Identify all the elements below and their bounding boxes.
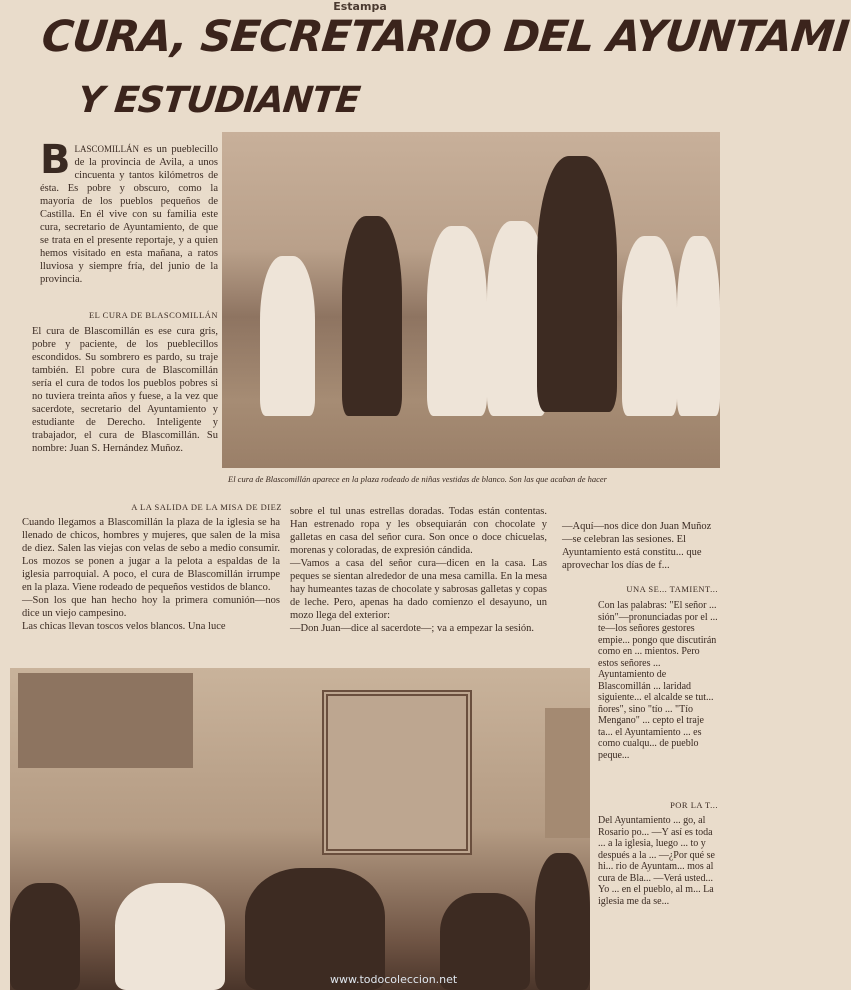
column-1	[22, 516, 280, 633]
paragraph: —Don Juan—dice al sacerdote—; va a empezar la sesión.	[290, 623, 535, 634]
section-heading: UNA SE... TAMIENT...	[626, 584, 718, 594]
man-figure	[535, 853, 590, 990]
section4-text: Del Ayuntamiento ... go, al Rosario po... —Y así es toda ... a la iglesia, luego ... to y después a la ... —¿Por qué se hi... rio de Ayuntam... mos al cura de Bla... —Verá usted... Yo ... en el pueblo, al m... La iglesia me da se...	[598, 815, 715, 907]
paragraph: —Son los que han hecho hoy la primera comunión—nos dice un viejo campesino.	[22, 595, 280, 619]
child-figure	[260, 256, 315, 416]
paragraph: Cuando llegamos a Blascomillán la plaza de la iglesia se ha llenado de chicos, hombres y mujeres, que salen de la misa de diez. Salen las viejas con velas de sebo a medio consumir. Los mozos se ponen a jugar a la pelota a espaldas de la iglesia parroquial. A poco, el cura de Blascomillán irrumpe en la plaza. Viene rodeado de pequeños vestidos de blanco.	[22, 517, 280, 593]
girl-figure	[677, 236, 720, 416]
intro-text: es un pueblecillo de la provincia de Avila, a unos cincuenta y tantos kilómetros de ésta. Es pobre y obscuro, como la mayoría de los pueblos pequeños de Castilla. En él vive con su familia este cura, secretario de Ayuntamiento, de que se trata en el presente reportaje, y a quien hemos visitado en esta mañana, a ratos lluviosa y siempre fría, del junio de la provincia.	[40, 144, 218, 285]
boy-figure	[342, 216, 402, 416]
headline-line-1: CURA, SECRETARIO DEL AYUNTAMI	[39, 12, 851, 62]
man-figure	[10, 883, 80, 990]
woman-figure	[115, 883, 225, 990]
column-2	[290, 505, 547, 635]
section-heading: EL CURA DE BLASCOMILLÁN	[88, 310, 218, 320]
paragraph: Las chicas llevan toscos velos blancos. Una luce	[22, 621, 226, 632]
section1-text: El cura de Blascomillán es ese cura gris, pobre y paciente, de los pueblecillos escondidos. Su sombrero es pardo, su traje también. El pobre cura de Blascomillán sería el cura de todos los pueblos pobres si no tuviera treinta años y fuese, a la vez que sacerdote, secretario del Ayuntamiento y estudiante de Derecho. Inteligente y trabajador, el cura de Blascomillán. Su nombre: Juan S. Hernández Muñoz.	[32, 326, 218, 454]
photo-priest-with-children	[222, 132, 720, 468]
masthead: Estampa	[333, 0, 387, 13]
drop-cap: B	[40, 137, 71, 183]
photo-caption: El cura de Blascomillán aparece en la plaza rodeado de niñas vestidas de blanco. Son las que acaban de hacer	[228, 474, 607, 484]
poster	[545, 708, 590, 838]
section3-text: Con las palabras: "El señor ... sión"—pronunciadas por el ... te—los señores gestores empie... pongo que discutirán como en ... mientos. Pero estos señores ... Ayuntamiento de Blascomillán ... laridad siguiente... el alcalde se tut... ñores", sino "tío ... "Tío Mengano" ... cepto el traje ta... el Ayuntamiento ... es como cualqu... de pueblo peque...	[598, 600, 718, 761]
shelf	[18, 673, 193, 768]
framed-portrait	[322, 690, 472, 855]
section-heading: POR LA T...	[670, 800, 718, 810]
photo-town-council-session	[10, 668, 590, 990]
intro-paragraph	[40, 137, 218, 286]
watermark: www.todocoleccion.net	[330, 973, 458, 986]
headline-line-2: Y ESTUDIANTE	[75, 80, 362, 121]
girl-figure	[622, 236, 677, 416]
intro-lead: LASCOMILLÁN	[74, 144, 139, 154]
section-heading: A LA SALIDA DE LA MISA DE DIEZ	[131, 502, 282, 512]
priest-figure	[245, 868, 385, 990]
paragraph: sobre el tul unas estrellas doradas. Todas están contentas. Han estrenado ropa y les obsequiarán con chocolate y galletas en casa del señor cura. Son once o doce chicuelas, morenas y coloradas, de expresión cándida.	[290, 506, 547, 556]
paragraph: —Vamos a casa del señor cura—dicen en la casa. Las peques se sientan alrededor de una mesa camilla. En la mesa hay humeantes tazas de chocolate y sabrosas galletas y copas de leche. Pero, apenas ha dado comienzo el desayuno, un mozo llega del exterior:	[290, 558, 547, 621]
girl-figure	[427, 226, 487, 416]
priest-figure	[537, 156, 617, 412]
column-3: —Aquí—nos dice don Juan Muñoz—se celebran las sesiones. El Ayuntamiento está constitu... que aprovechar los días de f...	[562, 521, 712, 571]
